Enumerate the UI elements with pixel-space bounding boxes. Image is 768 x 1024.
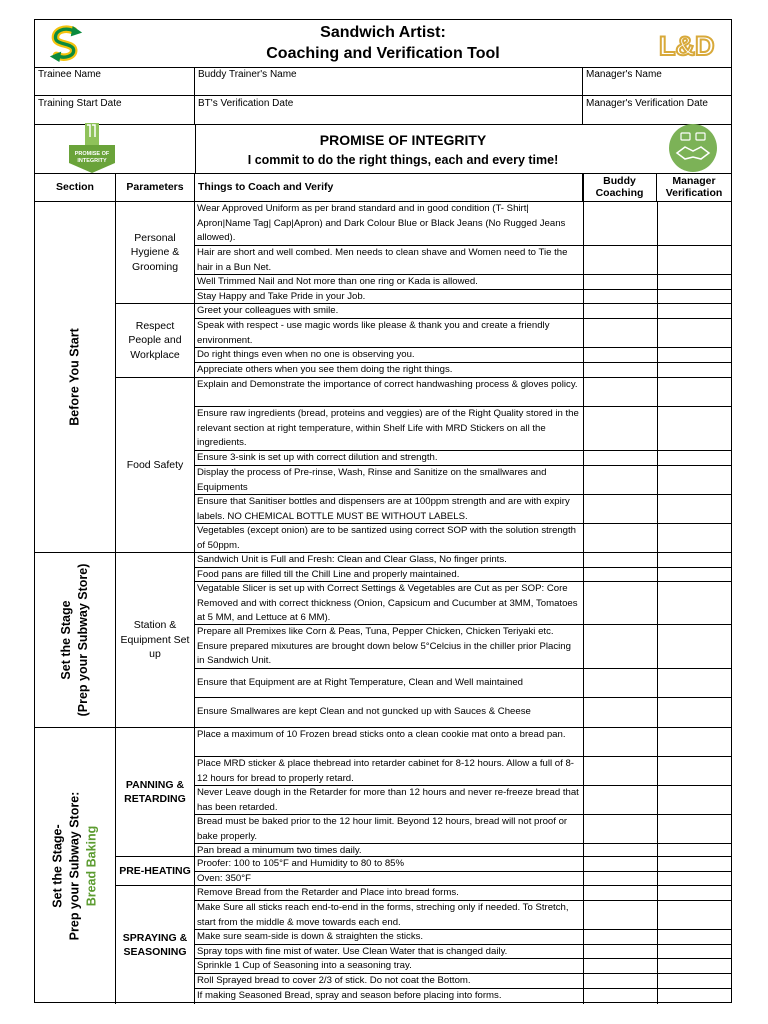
buddy-coaching-checkbox[interactable]: [583, 407, 657, 451]
col-things: Things to Coach and Verify: [195, 173, 583, 202]
badge-line-2: INTEGRITY: [77, 158, 107, 164]
handshake-icon: [667, 123, 719, 173]
buddy-coaching-checkbox[interactable]: [583, 246, 657, 275]
buddy-coaching-checkbox[interactable]: [583, 568, 657, 582]
manager-verification-checkbox[interactable]: [657, 275, 731, 290]
item-row: Ensure that Equipment are at Right Temperature, Clean and Well maintained: [195, 669, 583, 698]
manager-verification-checkbox[interactable]: [657, 872, 731, 886]
buddy-coaching-checkbox[interactable]: [583, 582, 657, 625]
manager-verification-checkbox[interactable]: [657, 930, 731, 945]
buddy-coaching-checkbox[interactable]: [583, 930, 657, 945]
bt-verification-date-label[interactable]: BT's Verification Date: [195, 96, 583, 125]
section-before-you-start: [35, 202, 116, 553]
section-set-stage-line-1: Set the Stage: [59, 600, 73, 680]
manager-verification-checkbox[interactable]: [657, 495, 731, 524]
manager-verification-checkbox[interactable]: [657, 202, 731, 246]
param-pre-heating: PRE-HEATING: [116, 857, 195, 886]
item-row: Well Trimmed Nail and Not more than one ring or Kada is allowed.: [195, 275, 583, 290]
buddy-coaching-checkbox[interactable]: [583, 815, 657, 844]
param-panning-retarding: PANNING & RETARDING: [116, 728, 195, 857]
manager-verification-checkbox[interactable]: [657, 407, 731, 451]
buddy-coaching-checkbox[interactable]: [583, 974, 657, 989]
manager-verification-checkbox[interactable]: [657, 553, 731, 568]
manager-verification-checkbox[interactable]: [657, 901, 731, 930]
buddy-coaching-checkbox[interactable]: [583, 857, 657, 872]
coaching-tool-sheet: [34, 19, 732, 1003]
item-row: Vegetables (except onion) are to be santized using correct SOP with the solution strength of 50ppm.: [195, 524, 583, 553]
ld-logo-icon: [657, 29, 723, 61]
section-set-stage-line-2: (Prep your Subway Store): [76, 563, 90, 717]
item-row: Food pans are filled till the Chill Line and properly maintained.: [195, 568, 583, 582]
buddy-coaching-checkbox[interactable]: [583, 669, 657, 698]
buddy-coaching-checkbox[interactable]: [583, 202, 657, 246]
col-buddy: Buddy Coaching: [583, 173, 657, 202]
manager-verification-checkbox[interactable]: [657, 886, 731, 901]
item-row: Spray tops with fine mist of water. Use Clean Water that is changed daily.: [195, 945, 583, 959]
section-bread-line-3: Bread Baking: [84, 825, 99, 907]
buddy-coaching-checkbox[interactable]: [583, 348, 657, 363]
buddy-coaching-checkbox[interactable]: [583, 319, 657, 348]
param-food-safety: Food Safety: [116, 378, 195, 553]
buddy-coaching-checkbox[interactable]: [583, 786, 657, 815]
buddy-trainer-name-label[interactable]: Buddy Trainer's Name: [195, 67, 583, 96]
buddy-coaching-checkbox[interactable]: [583, 625, 657, 669]
item-row: Sandwich Unit is Full and Fresh: Clean and Clear Glass, No finger prints.: [195, 553, 583, 568]
buddy-coaching-checkbox[interactable]: [583, 989, 657, 1004]
buddy-coaching-checkbox[interactable]: [583, 466, 657, 495]
item-row: Prepare all Premixes like Corn & Peas, Tuna, Pepper Chicken, Chicken Teriyaki etc. Ensure prepared mixutures are brought down below 5°Celcius in the chiller prior Placing in Sandwich Unit.: [195, 625, 583, 669]
item-row: Make Sure all sticks reach end-to-end in the forms, streching only if needed. To Stretch, start from the middle & move towards each end.: [195, 901, 583, 930]
manager-verification-checkbox[interactable]: [657, 815, 731, 844]
item-row: Hair are short and well combed. Men needs to clean shave and Women need to Tie the hair in a Bun Net.: [195, 246, 583, 275]
manager-verification-checkbox[interactable]: [657, 989, 731, 1004]
item-row: Speak with respect - use magic words like please & thank you and create a friendly environment.: [195, 319, 583, 348]
manager-verification-checkbox[interactable]: [657, 945, 731, 959]
manager-verification-checkbox[interactable]: [657, 974, 731, 989]
section-bread-line-2: Prep your Subway Store:: [67, 791, 82, 941]
manager-verification-checkbox[interactable]: [657, 348, 731, 363]
buddy-coaching-checkbox[interactable]: [583, 290, 657, 304]
buddy-coaching-checkbox[interactable]: [583, 872, 657, 886]
buddy-coaching-checkbox[interactable]: [583, 378, 657, 407]
item-row: Never Leave dough in the Retarder for more than 12 hours and never re-freeze bread that has been retarded.: [195, 786, 583, 815]
promise-subtitle: I commit to do the right things, each and every time!: [247, 153, 559, 167]
manager-verification-checkbox[interactable]: [657, 451, 731, 466]
buddy-coaching-checkbox[interactable]: [583, 901, 657, 930]
manager-verification-checkbox[interactable]: [657, 582, 731, 625]
col-parameters: Parameters: [116, 173, 195, 202]
item-row: Place a maximum of 10 Frozen bread sticks onto a clean cookie mat onto a bread pan.: [195, 728, 583, 757]
buddy-coaching-checkbox[interactable]: [583, 728, 657, 757]
manager-name-label[interactable]: Manager's Name: [583, 67, 731, 96]
buddy-coaching-checkbox[interactable]: [583, 363, 657, 378]
col-section: Section: [35, 173, 116, 202]
item-row: Bread must be baked prior to the 12 hour limit. Beyond 12 hours, bread will not proof or bake properly.: [195, 815, 583, 844]
item-row: Wear Approved Uniform as per brand standard and in good condition (T- Shirt| Apron|Name Tag| Cap|Apron) and Dark Colour Blue or Black Jeans (No Rugged Jeans allowed).: [195, 202, 583, 246]
buddy-coaching-checkbox[interactable]: [583, 524, 657, 553]
manager-verification-checkbox[interactable]: [657, 857, 731, 872]
item-row: Ensure that Sanitiser bottles and dispensers are at 100ppm strength and are with expiry labels. NO CHEMICAL BOTTLE MUST BE WITHOUT LABELS.: [195, 495, 583, 524]
manager-verification-checkbox[interactable]: [657, 568, 731, 582]
param-respect: Respect People and Workplace: [116, 304, 195, 378]
item-row: Do right things even when no one is observing you.: [195, 348, 583, 363]
section-bread-line-1: Set the Stage-: [50, 824, 65, 908]
manager-verification-date-label[interactable]: Manager's Verification Date: [583, 96, 731, 125]
manager-verification-checkbox[interactable]: [657, 728, 731, 757]
manager-verification-checkbox[interactable]: [657, 698, 731, 728]
buddy-coaching-checkbox[interactable]: [583, 275, 657, 290]
header: [35, 20, 731, 68]
buddy-coaching-checkbox[interactable]: [583, 698, 657, 728]
param-spraying-seasoning: SPRAYING & SEASONING: [116, 886, 195, 1004]
buddy-coaching-checkbox[interactable]: [583, 304, 657, 319]
buddy-coaching-checkbox[interactable]: [583, 495, 657, 524]
info-grid: [35, 67, 731, 125]
item-row: Place MRD sticker & place thebread into retarder cabinet for 8-12 hours. Allow a full of 8-12 hours for bread to properly retard.: [195, 757, 583, 786]
trainee-name-label[interactable]: Trainee Name: [35, 67, 195, 96]
param-personal-hygiene: Personal Hygiene & Grooming: [116, 202, 195, 304]
item-row: Oven: 350°F: [195, 872, 583, 886]
manager-verification-checkbox[interactable]: [657, 319, 731, 348]
param-station-equipment: Station & Equipment Set up: [116, 553, 195, 728]
item-row: Greet your colleagues with smile.: [195, 304, 583, 319]
promise-title: PROMISE OF INTEGRITY: [319, 132, 487, 148]
item-row: Ensure 3-sink is set up with correct dilution and strength.: [195, 451, 583, 466]
training-start-date-label[interactable]: Training Start Date: [35, 96, 195, 125]
item-row: Roll Sprayed bread to cover 2/3 of stick. Do not coat the Bottom.: [195, 974, 583, 989]
item-row: Remove Bread from the Retarder and Place into bread forms.: [195, 886, 583, 901]
item-row: Stay Happy and Take Pride in your Job.: [195, 290, 583, 304]
divider-buddy: [583, 173, 584, 1002]
manager-verification-checkbox[interactable]: [657, 844, 731, 857]
section-bread-baking: [35, 728, 116, 1004]
buddy-coaching-checkbox[interactable]: [583, 959, 657, 974]
title-line-2: Coaching and Verification Tool: [266, 45, 500, 62]
item-row: Make sure seam-side is down & straighten the sticks.: [195, 930, 583, 945]
buddy-coaching-checkbox[interactable]: [583, 553, 657, 568]
manager-verification-checkbox[interactable]: [657, 625, 731, 669]
buddy-coaching-checkbox[interactable]: [583, 886, 657, 901]
manager-verification-checkbox[interactable]: [657, 378, 731, 407]
item-row: Pan bread a minumum two times daily.: [195, 844, 583, 857]
item-row: Appreciate others when you see them doing the right things.: [195, 363, 583, 378]
promise-of-integrity: [35, 125, 731, 174]
item-row: If making Seasoned Bread, spray and season before placing into forms.: [197, 990, 502, 1001]
manager-verification-checkbox[interactable]: [657, 786, 731, 815]
section-set-stage-text: [58, 564, 92, 717]
manager-verification-checkbox[interactable]: [657, 524, 731, 553]
item-row: Display the process of Pre-rinse, Wash, Rinse and Sanitize on the smallwares and Equipments: [195, 466, 583, 495]
item-row: Vegatable Slicer is set up with Correct Settings & Vegetables are Cut as per SOP: Core Removed and with correct thickness (Onion, Capsicum and Cucumber at 3MM, Tomatoes at 5 MM, and Lettuce at 6 MM).: [195, 582, 583, 625]
item-row: Ensure raw ingredients (bread, proteins and veggies) are of the Right Quality stored in the relevant section at right temperature, within Shelf Life with MRD Stickers on all the ingredients.: [195, 407, 583, 451]
section-bread-text: [50, 792, 101, 941]
buddy-coaching-checkbox[interactable]: [583, 945, 657, 959]
buddy-coaching-checkbox[interactable]: [583, 451, 657, 466]
manager-verification-checkbox[interactable]: [657, 290, 731, 304]
buddy-coaching-checkbox[interactable]: [583, 844, 657, 857]
manager-verification-checkbox[interactable]: [657, 363, 731, 378]
section-set-the-stage: [35, 553, 116, 728]
manager-verification-checkbox[interactable]: [657, 757, 731, 786]
ld-logo-text: L&D: [659, 31, 715, 61]
col-manager: Manager Verification: [657, 173, 731, 202]
item-row: Explain and Demonstrate the importance of correct handwashing process & gloves policy.: [195, 378, 583, 407]
manager-verification-checkbox[interactable]: [657, 304, 731, 319]
manager-verification-checkbox[interactable]: [657, 669, 731, 698]
item-row: Proofer: 100 to 105°F and Humidity to 80 to 85%: [195, 857, 583, 872]
badge-line-1: PROMISE OF: [74, 151, 110, 157]
manager-verification-checkbox[interactable]: [657, 466, 731, 495]
item-row: Ensure Smallwares are kept Clean and not guncked up with Sauces & Cheese: [195, 698, 583, 728]
buddy-coaching-checkbox[interactable]: [583, 757, 657, 786]
manager-verification-checkbox[interactable]: [657, 959, 731, 974]
promise-badge-icon: [67, 119, 117, 175]
section-before-label: Before You Start: [67, 328, 82, 426]
title-line-1: Sandwich Artist:: [320, 24, 446, 41]
manager-verification-checkbox[interactable]: [657, 246, 731, 275]
item-row: Sprinkle 1 Cup of Seasoning into a seasoning tray.: [195, 959, 583, 974]
